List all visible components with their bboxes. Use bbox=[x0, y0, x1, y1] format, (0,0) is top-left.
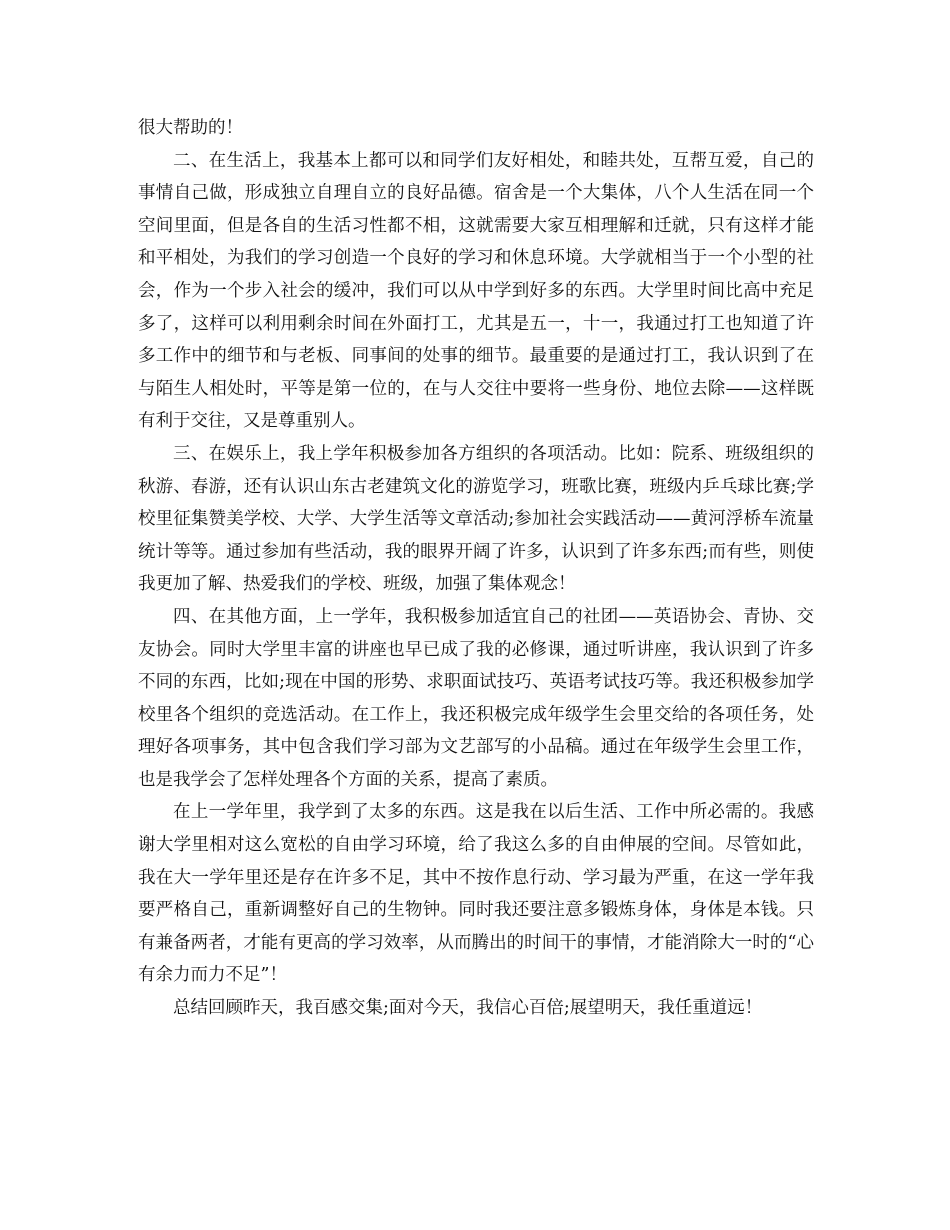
paragraph-other-aspects: 四、在其他方面，上一学年，我积极参加适宜自己的社团——英语协会、青协、交友协会。同时大学里丰富的讲座也早已成了我的必修课，通过听讲座，我认识到了许多不同的东西，比如;现在中国的形势、求职面试技巧、英语考试技巧等。我还积极参加学校里各个组织的竞选活动。在工作上，我还积极完成年级学生会里交给的各项任务，处理好各项事务，其中包含我们学习部为文艺部写的小品稿。通过在年级学生会里工作，也是我学会了怎样处理各个方面的关系，提高了素质。 bbox=[138, 606, 814, 790]
paragraph-summary: 总结回顾昨天，我百感交集;面对今天，我信心百倍;展望明天，我任重道远！ bbox=[173, 998, 763, 1019]
paragraph-life: 二、在生活上，我基本上都可以和同学们友好相处，和睦共处，互帮互爱，自己的事情自己做，形成独立自理自立的良好品德。宿舍是一个大集体，八个人生活在同一个空间里面，但是各自的生活习性都不相，这就需要大家互相理解和迁就，只有这样才能和平相处，为我们的学习创造一个良好的学习和休息环境。大学就相当于一个小型的社会，作为一个步入社会的缓冲，我们可以从中学到好多的东西。大学里时间比高中充足多了，这样可以利用剩余时间在外面打工，尤其是五一，十一，我通过打工也知道了许多工作中的细节和与老板、同事间的处事的细节。最重要的是通过打工，我认识到了在与陌生人相处时，平等是第一位的，在与人交往中要将一些身份、地位去除——这样既有利于交往，又是尊重别人。 bbox=[138, 150, 814, 432]
paragraph-entertainment: 三、在娱乐上，我上学年积极参加各方组织的各项活动。比如：院系、班级组织的秋游、春游，还有认识山东古老建筑文化的游览学习，班歌比赛，班级内乒乓球比赛;学校里征集赞美学校、大学、大学生活等文章活动;参加社会实践活动——黄河浮桥车流量统计等等。通过参加有些活动，我的眼界开阔了许多，认识到了许多东西;而有些，则使我更加了解、热爱我们的学校、班级，加强了集体观念！ bbox=[138, 443, 814, 595]
document-page bbox=[138, 112, 814, 1025]
paragraph-past-year: 在上一学年里，我学到了太多的东西。这是我在以后生活、工作中所必需的。我感谢大学里相对这么宽松的自由学习环境，给了我这么多的自由伸展的空间。尽管如此，我在大一学年里还是存在许多不足，其中不按作息行动、学习最为严重，在这一学年我要严格自己，重新调整好自己的生物钟。同时我还要注意多锻炼身体，身体是本钱。只有兼备两者，才能有更高的学习效率，从而腾出的时间干的事情，才能消除大一时的“心有余力而力不足”！ bbox=[138, 802, 814, 986]
paragraph-continuation: 很大帮助的！ bbox=[138, 118, 243, 138]
